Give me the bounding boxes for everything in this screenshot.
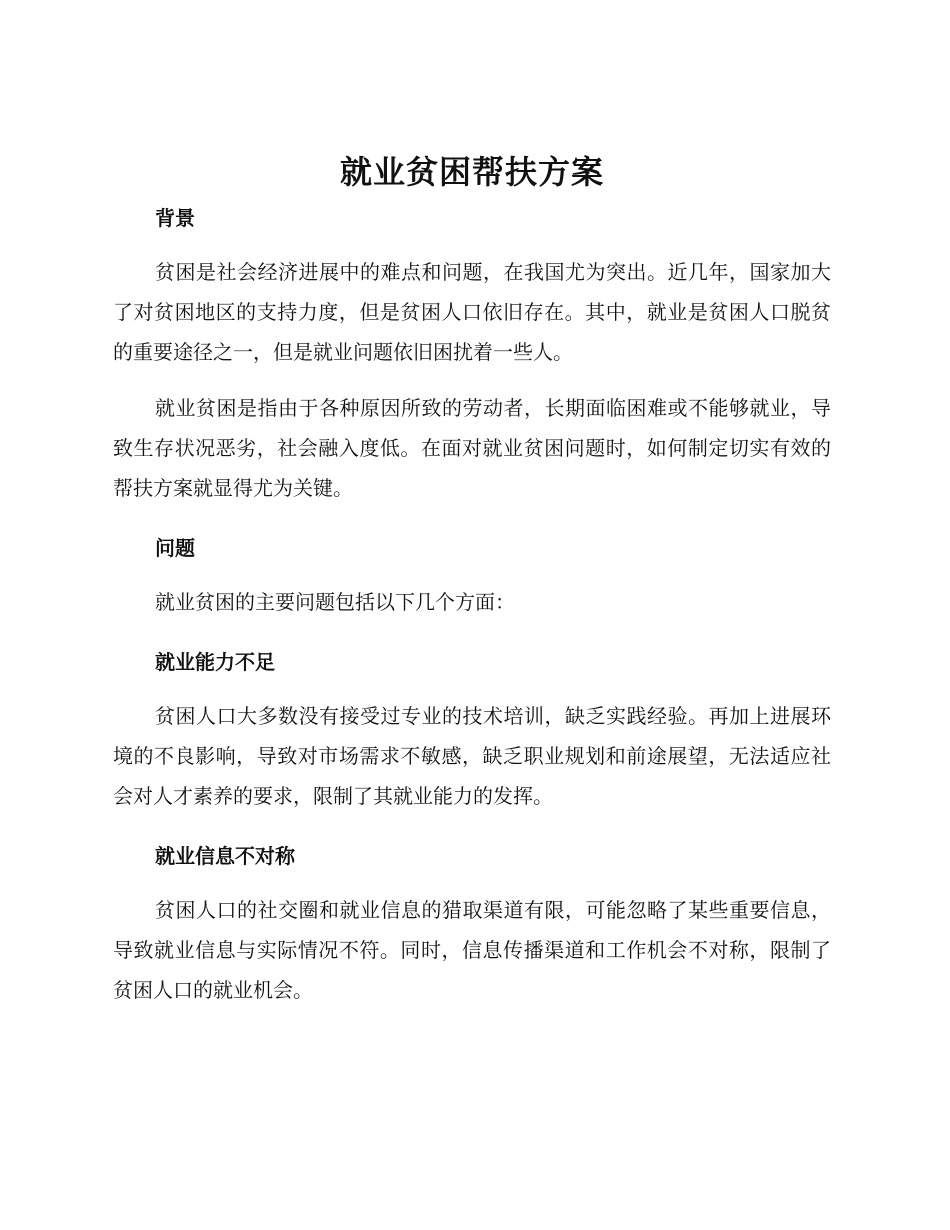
section-heading-information-asymmetry: 就业信息不对称 [155,844,295,868]
document-body [113,150,831,1010]
paragraph: 贫困人口大多数没有接受过专业的技术培训，缺乏实践经验。再加上进展环境的不良影响，导致对市场需求不敏感，缺乏职业规划和前途展望，无法适应社会对人才素养的要求，限制了其就业能力的发挥。 [113,704,831,808]
paragraph: 贫困人口的社交圈和就业信息的猎取渠道有限，可能忽略了某些重要信息，导致就业信息与实际情况不符。同时，信息传播渠道和工作机会不对称，限制了贫困人口的就业机会。 [113,898,831,1002]
section-heading-background: 背景 [155,206,195,230]
paragraph: 就业贫困的主要问题包括以下几个方面： [155,590,515,614]
document-title: 就业贫困帮扶方案 [339,153,604,191]
section-heading-insufficient-ability: 就业能力不足 [155,650,275,674]
section-heading-problems: 问题 [155,536,195,560]
paragraph: 就业贫困是指由于各种原因所致的劳动者，长期面临困难或不能够就业，导致生存状况恶劣，社会融入度低。在面对就业贫困问题时，如何制定切实有效的帮扶方案就显得尤为关键。 [113,396,831,500]
paragraph: 贫困是社会经济进展中的难点和问题，在我国尤为突出。近几年，国家加大了对贫困地区的支持力度，但是贫困人口依旧存在。其中，就业是贫困人口脱贫的重要途径之一，但是就业问题依旧困扰着一些人。 [113,260,831,364]
